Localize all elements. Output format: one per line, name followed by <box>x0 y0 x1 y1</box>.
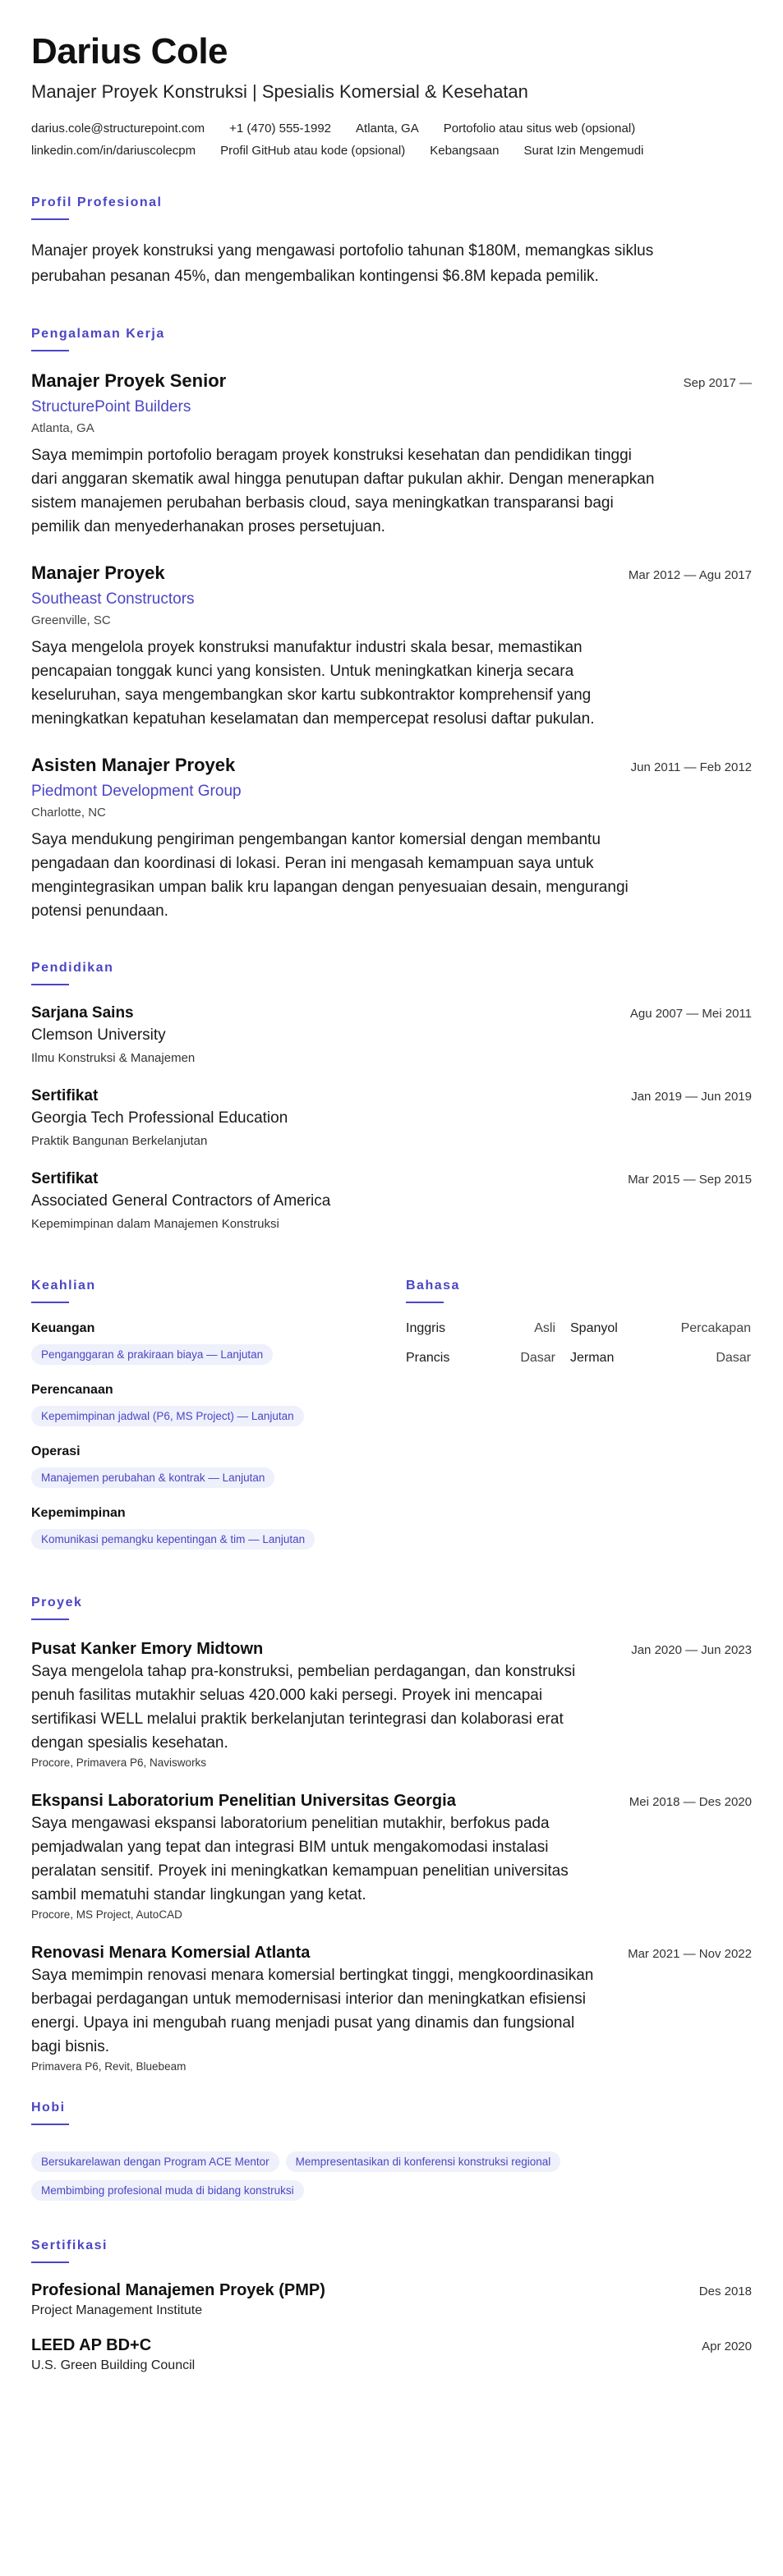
certification-org: Project Management Institute <box>31 2303 203 2317</box>
project-tools: Primavera P6, Revit, Bluebeam <box>31 2060 187 2073</box>
contact-github[interactable]: Profil GitHub atau kode (opsional) <box>220 144 406 158</box>
language-list <box>406 1321 752 1366</box>
education-degree: Sarjana Sains <box>31 1004 134 1022</box>
certification-date: Des 2018 <box>698 2284 752 2298</box>
contact-location: Atlanta, GA <box>356 122 419 135</box>
job-description: Saya mengelola proyek konstruksi manufaktur industri skala besar, memastikan pencapaian tonggak kunci yang konsisten. Untuk meningkatkan kinerja secara keseluruhan, saya mengembangkan skor kartu subkontraktor komprehensif yang meningkatkan kepatuhan keselamatan dan mempercepat resolusi daftar pukulan. <box>31 639 595 728</box>
section-title-summary: Profil Profesional <box>31 195 163 209</box>
language-level: Dasar <box>716 1351 751 1365</box>
candidate-name: Darius Cole <box>31 31 228 71</box>
education-school: Clemson University <box>31 1026 166 1044</box>
job-title: Manajer Proyek <box>31 562 165 583</box>
skill-chip: Manajemen perubahan & kontrak — Lanjutan <box>31 1467 274 1488</box>
hobby-chip: Bersukarelawan dengan Program ACE Mentor <box>31 2151 279 2172</box>
hobby-chip: Mempresentasikan di konferensi konstruksi regional <box>286 2151 561 2172</box>
job-company: Southeast Constructors <box>31 590 195 608</box>
resume-header <box>31 31 752 158</box>
education-field: Praktik Bangunan Berkelanjutan <box>31 1134 208 1148</box>
contact-drivers-license: Surat Izin Mengemudi <box>523 144 644 158</box>
contact-phone[interactable]: +1 (470) 555-1992 <box>229 122 332 135</box>
education-section <box>31 961 752 1231</box>
skill-group-name: Keuangan <box>31 1321 95 1335</box>
project-title: Renovasi Menara Komersial Atlanta <box>31 1944 311 1962</box>
skill-chip: Komunikasi pemangku kepentingan & tim — Lanjutan <box>31 1529 315 1550</box>
job-dates: Sep 2017 — <box>683 376 752 390</box>
job-description: Saya mendukung pengiriman pengembangan kantor komersial dengan membantu pengadaan dan koordinasi di lokasi. Peran ini mengasah kemampuan saya untuk mengintegrasikan umpan balik kru lapangan dengan penyesuaian desain, mengurangi potensi penundaan. <box>31 831 629 920</box>
language-level: Asli <box>534 1321 555 1335</box>
hobbies-section <box>31 2101 752 2201</box>
certification-entry <box>31 2336 752 2373</box>
education-school: Georgia Tech Professional Education <box>31 1109 288 1127</box>
job-title: Asisten Manajer Proyek <box>31 755 236 775</box>
language-name: Inggris <box>406 1321 446 1335</box>
project-entry <box>31 1942 752 2073</box>
section-title-certifications: Sertifikasi <box>31 2239 108 2252</box>
job-location: Charlotte, NC <box>31 806 106 820</box>
skill-chip: Kepemimpinan jadwal (P6, MS Project) — Lanjutan <box>31 1406 304 1426</box>
education-field: Ilmu Konstruksi & Manajemen <box>31 1051 196 1065</box>
skill-chip: Penganggaran & prakiraan biaya — Lanjutan <box>31 1344 273 1365</box>
education-degree: Sertifikat <box>31 1170 99 1187</box>
section-title-education: Pendidikan <box>31 961 114 975</box>
job-location: Greenville, SC <box>31 613 111 627</box>
section-title-languages: Bahasa <box>406 1279 460 1293</box>
skill-group-name: Kepemimpinan <box>31 1506 126 1520</box>
certification-entry <box>31 2281 752 2318</box>
job-description: Saya memimpin portofolio beragam proyek konstruksi kesehatan dan pendidikan tinggi dari anggaran skematik awal hingga penutupan daftar pukulan akhir. Dengan menerapkan sistem manajemen perubahan berbasis cloud, saya meningkatkan transparansi bagi pemilik dan menyederhanakan proses persetujuan. <box>31 447 655 535</box>
certification-org: U.S. Green Building Council <box>31 2358 196 2372</box>
job-dates: Mar 2012 — Agu 2017 <box>628 568 752 582</box>
skills-languages-row <box>31 1252 752 1568</box>
education-dates: Jan 2019 — Jun 2019 <box>631 1090 752 1104</box>
project-entry <box>31 1638 752 1769</box>
job-dates: Jun 2011 — Feb 2012 <box>630 760 752 774</box>
education-school: Associated General Contractors of America <box>31 1192 331 1210</box>
education-entry <box>31 1086 752 1148</box>
language-item <box>406 1321 570 1336</box>
education-entry <box>31 1169 752 1231</box>
languages-section <box>406 1252 752 1568</box>
project-tools: Procore, Primavera P6, Navisworks <box>31 1756 207 1769</box>
education-field: Kepemimpinan dalam Manajemen Konstruksi <box>31 1217 279 1231</box>
project-dates: Jan 2020 — Jun 2023 <box>631 1643 752 1657</box>
job-entry <box>31 562 752 731</box>
summary-section <box>31 195 752 289</box>
section-divider <box>31 984 69 985</box>
job-company: StructurePoint Builders <box>31 398 191 416</box>
section-title-experience: Pengalaman Kerja <box>31 327 165 341</box>
certifications-section <box>31 2239 752 2373</box>
section-divider <box>31 218 69 220</box>
job-company: Piedmont Development Group <box>31 783 242 800</box>
contact-linkedin[interactable]: linkedin.com/in/dariuscolecpm <box>31 144 196 158</box>
language-item <box>570 1321 751 1336</box>
language-name: Prancis <box>406 1351 450 1365</box>
language-item <box>406 1351 570 1366</box>
skill-group-name: Perencanaan <box>31 1383 113 1397</box>
language-name: Spanyol <box>570 1321 618 1335</box>
certification-name: Profesional Manajemen Proyek (PMP) <box>31 2281 325 2299</box>
section-title-skills: Keahlian <box>31 1279 96 1293</box>
project-dates: Mar 2021 — Nov 2022 <box>628 1947 752 1961</box>
section-divider <box>31 2261 69 2263</box>
skill-group <box>31 1321 406 1365</box>
contact-list <box>31 122 754 158</box>
language-name: Jerman <box>570 1351 615 1365</box>
project-description: Saya mengelola tahap pra-konstruksi, pembelian perdagangan, dan konstruksi penuh fasilitas mutakhir seluas 420.000 kaki persegi. Proyek ini mencapai sertifikasi WELL melalui praktik berkelanjutan terintegrasi dan kolaborasi erat dengan spesialis kesehatan. <box>31 1663 576 1752</box>
language-level: Percakapan <box>680 1321 751 1335</box>
projects-section <box>31 1596 752 2073</box>
certification-date: Apr 2020 <box>702 2340 752 2353</box>
contact-nationality: Kebangsaan <box>430 144 500 158</box>
project-tools: Procore, MS Project, AutoCAD <box>31 1908 182 1921</box>
hobby-chip: Membimbing profesional muda di bidang konstruksi <box>31 2180 304 2201</box>
section-divider <box>31 350 69 351</box>
section-divider <box>31 1302 69 1303</box>
skill-group <box>31 1383 406 1426</box>
project-title: Pusat Kanker Emory Midtown <box>31 1640 264 1658</box>
section-divider <box>406 1302 444 1303</box>
project-entry <box>31 1790 752 1921</box>
experience-section <box>31 327 752 923</box>
certification-name: LEED AP BD+C <box>31 2336 152 2354</box>
section-title-hobbies: Hobi <box>31 2101 66 2115</box>
contact-portfolio[interactable]: Portofolio atau situs web (opsional) <box>443 122 636 135</box>
education-dates: Agu 2007 — Mei 2011 <box>629 1007 752 1021</box>
project-title: Ekspansi Laboratorium Penelitian Universitas Georgia <box>31 1792 456 1810</box>
section-title-projects: Proyek <box>31 1596 83 1609</box>
candidate-headline: Manajer Proyek Konstruksi | Spesialis Komersial & Kesehatan <box>31 81 528 102</box>
contact-email[interactable]: darius.cole@structurepoint.com <box>31 122 205 135</box>
education-degree: Sertifikat <box>31 1087 99 1104</box>
project-description: Saya memimpin renovasi menara komersial bertingkat tinggi, mengkoordinasikan berbagai perdagangan untuk memodernisasi interior dan meningkatkan efisiensi energi. Upaya ini mengubah ruang menjadi pusat yang dinamis dan fungsional bagi bisnis. <box>31 1967 594 2055</box>
summary-text: Manajer proyek konstruksi yang mengawasi portofolio tahunan $180M, memangkas siklus perubahan pesanan 45%, dan mengembalikan kontingensi $6.8M kepada pemilik. <box>31 242 654 285</box>
hobby-list <box>31 2143 754 2201</box>
project-description: Saya mengawasi ekspansi laboratorium penelitian mutakhir, berfokus pada pemjadwalan yang tepat dan integrasi BIM untuk mengakomodasi instalasi peralatan sensitif. Proyek ini meningkatkan kemampuan penelitian universitas sambil mematuhi standar lingkungan yang ketat. <box>31 1815 569 1903</box>
job-location: Atlanta, GA <box>31 421 94 435</box>
section-divider <box>31 2124 69 2125</box>
project-dates: Mei 2018 — Des 2020 <box>629 1795 752 1809</box>
skills-section <box>31 1252 406 1568</box>
job-entry <box>31 370 752 539</box>
education-entry <box>31 1003 752 1065</box>
language-item <box>570 1351 751 1366</box>
skill-group-name: Operasi <box>31 1444 81 1458</box>
job-title: Manajer Proyek Senior <box>31 370 227 391</box>
language-level: Dasar <box>520 1351 555 1365</box>
skill-group <box>31 1444 406 1488</box>
education-dates: Mar 2015 — Sep 2015 <box>628 1173 752 1187</box>
job-entry <box>31 754 752 923</box>
section-divider <box>31 1619 69 1620</box>
skill-group <box>31 1506 406 1550</box>
